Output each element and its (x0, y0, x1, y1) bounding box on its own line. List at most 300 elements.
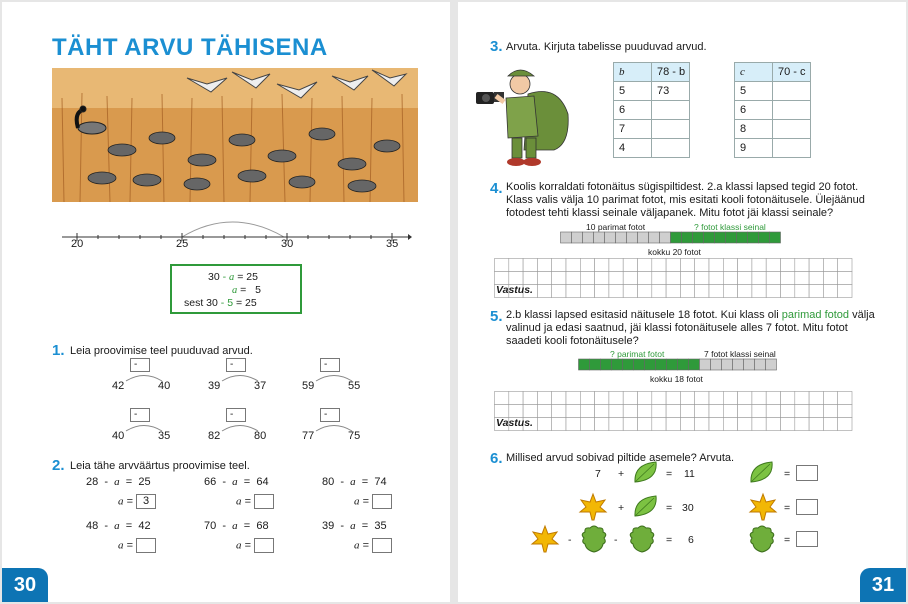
tick-label: 20 (71, 238, 84, 250)
grid-cell[interactable] (652, 405, 666, 418)
tick-label: 30 (281, 238, 294, 250)
bar-label-right: ? fotot klassi seinal (694, 222, 766, 232)
grid-cell[interactable] (509, 259, 523, 272)
bar-cell-best (601, 359, 612, 370)
bar-cell-best (689, 359, 700, 370)
missing-number-box[interactable]: - (320, 408, 340, 422)
bar-cell-best (634, 359, 645, 370)
table-header: 70 - c (773, 63, 811, 82)
grid-cell[interactable] (709, 259, 723, 272)
bar-cell-best (623, 359, 634, 370)
grid-cell[interactable] (695, 405, 709, 418)
grid-cell[interactable] (695, 418, 709, 431)
grid-cell[interactable] (595, 405, 609, 418)
grid-cell[interactable] (666, 405, 680, 418)
grid-cell[interactable] (823, 405, 837, 418)
grid-cell[interactable] (638, 392, 652, 405)
grid-cell[interactable] (738, 405, 752, 418)
geese-illustration (52, 68, 418, 202)
oak-leaf-icon (748, 524, 776, 554)
table-row (614, 139, 690, 158)
answer-box-oak-leaf[interactable] (796, 531, 818, 547)
grid-cell[interactable] (738, 418, 752, 431)
table-b (613, 62, 690, 158)
answer-box[interactable] (254, 538, 274, 553)
missing-number-box[interactable]: - (130, 358, 150, 372)
grid-cell[interactable] (781, 392, 795, 405)
grid-cell[interactable] (552, 392, 566, 405)
grid-cell[interactable] (766, 392, 780, 405)
grid-cell[interactable] (595, 418, 609, 431)
grid-cell[interactable] (680, 418, 694, 431)
yellow-maple-leaf-icon (530, 524, 560, 554)
equals-sign: = (784, 502, 791, 514)
grid-cell[interactable] (495, 405, 509, 418)
grid-cell[interactable] (795, 285, 809, 298)
exercise-instruction: Arvuta. Kirjuta tabelisse puuduvad arvud. (506, 41, 707, 53)
grid-cell[interactable] (795, 259, 809, 272)
bar-cell-best (605, 232, 616, 243)
equation-result: 30 (682, 502, 694, 514)
table-cell-input: 6 (614, 101, 652, 120)
table-header: 78 - b (652, 63, 690, 82)
grid-cell[interactable] (580, 285, 594, 298)
grid-cell[interactable] (723, 259, 737, 272)
grid-cell[interactable] (738, 285, 752, 298)
grid-cell[interactable] (838, 259, 852, 272)
bar-cell-best (638, 232, 649, 243)
bar-cell-wall (722, 359, 733, 370)
grid-cell[interactable] (580, 405, 594, 418)
grid-cell[interactable] (580, 259, 594, 272)
grid-cell[interactable] (723, 272, 737, 285)
grid-cell[interactable] (495, 259, 509, 272)
grid-cell[interactable] (781, 259, 795, 272)
number-line (62, 207, 412, 249)
grid-cell[interactable] (809, 405, 823, 418)
table-cell-answer[interactable] (652, 139, 690, 158)
grid-cell[interactable] (795, 392, 809, 405)
grid-cell[interactable] (609, 405, 623, 418)
exercise-instruction: Leia proovimise teel puuduvad arvud. (70, 345, 253, 357)
grid-cell[interactable] (823, 392, 837, 405)
answer-box[interactable] (372, 538, 392, 553)
grid-cell[interactable] (809, 285, 823, 298)
grid-cell[interactable] (766, 259, 780, 272)
bar-cell-wall (733, 359, 744, 370)
grid-cell[interactable] (652, 272, 666, 285)
minus-sign: - (568, 534, 572, 546)
table-cell-input: 4 (614, 139, 652, 158)
green-leaf-icon (632, 494, 660, 520)
grid-cell[interactable] (823, 285, 837, 298)
example-box (170, 264, 302, 314)
grid-cell[interactable] (552, 285, 566, 298)
table-row (735, 82, 811, 101)
grid-cell[interactable] (566, 285, 580, 298)
bar-label-left: 10 parimat fotot (586, 222, 646, 232)
grid-cell[interactable] (623, 259, 637, 272)
grid-cell[interactable] (695, 272, 709, 285)
table-header: b (614, 63, 652, 82)
grid-cell[interactable] (580, 272, 594, 285)
grid-cell[interactable] (523, 392, 537, 405)
answer-line: a = 3 (118, 494, 156, 509)
equals-sign: = (666, 502, 673, 514)
example-line-1: 30 - a = 25 (208, 271, 258, 283)
grid-cell[interactable] (752, 418, 766, 431)
example-line-3: sest 30 - 5 = 25 (184, 297, 257, 309)
bar-cell-wall (737, 232, 748, 243)
table-cell-answer[interactable] (773, 101, 811, 120)
equation: 66 - a = 64 (204, 476, 269, 488)
grid-cell[interactable] (738, 392, 752, 405)
grid-cell[interactable] (766, 418, 780, 431)
grid-cell[interactable] (838, 392, 852, 405)
grid-cell[interactable] (752, 259, 766, 272)
equation-result: 11 (684, 468, 695, 480)
exercise-instruction: Millised arvud sobivad piltide asemele? Arvuta. (506, 452, 735, 464)
grid-cell[interactable] (495, 392, 509, 405)
grid-cell[interactable] (537, 392, 551, 405)
grid-cell[interactable] (595, 272, 609, 285)
grid-cell[interactable] (695, 392, 709, 405)
grid-cell[interactable] (595, 259, 609, 272)
grid-cell[interactable] (566, 392, 580, 405)
bar-cell-wall (704, 232, 715, 243)
yellow-maple-leaf-icon (578, 492, 608, 522)
grid-cell[interactable] (723, 418, 737, 431)
plus-sign: + (618, 468, 625, 480)
exercise-number: 1. (52, 342, 65, 359)
table-header: c (735, 63, 773, 82)
bar-cell-best (572, 232, 583, 243)
exercise-instruction: Leia tähe arvväärtus proovimise teel. (70, 460, 250, 472)
grid-cell[interactable] (781, 405, 795, 418)
exercise-instruction: Koolis korraldati fotonäitus sügispiltidest. 2.a klassi lapsed tegid 20 fotot. Klass valis välja 10 parimat fotot, mis esitati kooli fotonäitusele. Ülejäänud fotodest tehti klassi seinale väljapanek. Mitu fotot jäi klassi seinale? (506, 181, 865, 219)
grid-cell[interactable] (823, 418, 837, 431)
grid-cell[interactable] (666, 392, 680, 405)
grid-cell[interactable] (623, 418, 637, 431)
grid-cell[interactable] (709, 285, 723, 298)
grid-cell[interactable] (609, 392, 623, 405)
grid-cell[interactable] (752, 272, 766, 285)
end-number: 37 (254, 380, 267, 392)
grid-cell[interactable] (523, 405, 537, 418)
bar-total-label: kokku 20 fotot (648, 247, 701, 257)
grid-cell[interactable] (680, 285, 694, 298)
oak-leaf-icon (580, 524, 608, 554)
answer-box-green-leaf[interactable] (796, 465, 818, 481)
exercise-number: 3. (490, 38, 503, 55)
table-row (735, 120, 811, 139)
missing-number-box[interactable]: - (130, 408, 150, 422)
grid-cell[interactable] (781, 285, 795, 298)
bar-cell-best (594, 232, 605, 243)
grid-cell[interactable] (580, 418, 594, 431)
grid-cell[interactable] (766, 405, 780, 418)
bar-cell-wall (682, 232, 693, 243)
grid-cell[interactable] (666, 285, 680, 298)
bar-cell-best (590, 359, 601, 370)
left-page (2, 2, 450, 602)
bar-cell-wall (693, 232, 704, 243)
grid-cell[interactable] (623, 272, 637, 285)
tick-label: 35 (386, 238, 399, 250)
grid-cell[interactable] (623, 392, 637, 405)
equals-sign: = (666, 468, 673, 480)
bar-cell-wall (770, 232, 781, 243)
answer-box[interactable]: 3 (136, 494, 156, 509)
grid-cell[interactable] (709, 405, 723, 418)
grid-cell[interactable] (666, 418, 680, 431)
bar-cell-best (678, 359, 689, 370)
grid-cell[interactable] (838, 285, 852, 298)
grid-cell[interactable] (523, 272, 537, 285)
grid-cell[interactable] (638, 285, 652, 298)
start-number: 39 (208, 380, 221, 392)
grid-cell[interactable] (509, 405, 523, 418)
grid-cell[interactable] (509, 272, 523, 285)
grid-cell[interactable] (823, 259, 837, 272)
grid-cell[interactable] (738, 259, 752, 272)
grid-cell[interactable] (838, 405, 852, 418)
bar-cell-wall (759, 232, 770, 243)
grid-cell[interactable] (623, 285, 637, 298)
bar-cell-best (645, 359, 656, 370)
table-cell-answer[interactable]: 73 (652, 82, 690, 101)
grid-cell[interactable] (809, 259, 823, 272)
end-number: 55 (348, 380, 361, 392)
table-row (614, 120, 690, 139)
bar-cell-best (649, 232, 660, 243)
grid-cell[interactable] (680, 272, 694, 285)
equation: 70 - a = 68 (204, 520, 269, 532)
grid-cell[interactable] (652, 285, 666, 298)
bar-cell-best (616, 232, 627, 243)
table-cell-answer[interactable] (652, 101, 690, 120)
bar-cell-best (656, 359, 667, 370)
grid-cell[interactable] (723, 285, 737, 298)
grid-cell[interactable] (566, 259, 580, 272)
equation-result: 6 (688, 534, 694, 546)
table-cell-answer[interactable] (773, 120, 811, 139)
grid-cell[interactable] (537, 272, 551, 285)
bar-cell-wall (755, 359, 766, 370)
grid-cell[interactable] (495, 272, 509, 285)
grid-cell[interactable] (566, 405, 580, 418)
grid-cell[interactable] (766, 272, 780, 285)
answer-line: a = (236, 494, 274, 509)
answer-box[interactable] (136, 538, 156, 553)
answer-label: Vastus. (496, 417, 533, 429)
grid-cell[interactable] (595, 285, 609, 298)
exercise-number: 6. (490, 450, 503, 467)
bar-cell-wall (766, 359, 777, 370)
grid-cell[interactable] (709, 272, 723, 285)
tick-label: 25 (176, 238, 189, 250)
oak-leaf-icon (628, 524, 656, 554)
equals-sign: = (784, 534, 791, 546)
plus-sign: + (618, 502, 625, 514)
grid-cell[interactable] (523, 259, 537, 272)
bar-total-label: kokku 18 fotot (650, 374, 703, 384)
grid-cell[interactable] (609, 272, 623, 285)
table-cell-input: 9 (735, 139, 773, 158)
bar-cell-wall (700, 359, 711, 370)
answer-box[interactable] (254, 494, 274, 509)
bar-cell-wall (711, 359, 722, 370)
table-c (734, 62, 811, 158)
end-number: 80 (254, 430, 267, 442)
grid-cell[interactable] (752, 285, 766, 298)
grid-cell[interactable] (666, 272, 680, 285)
grid-cell[interactable] (666, 259, 680, 272)
grid-cell[interactable] (537, 259, 551, 272)
photo-bar-4 (560, 231, 788, 245)
grid-cell[interactable] (795, 272, 809, 285)
grid-cell[interactable] (552, 418, 566, 431)
answer-grid-5[interactable] (494, 391, 854, 431)
grid-cell[interactable] (595, 392, 609, 405)
equation-number: 7 (595, 468, 601, 480)
grid-cell[interactable] (652, 418, 666, 431)
table-row (614, 101, 690, 120)
bar-cell-wall (748, 232, 759, 243)
table-cell-input: 7 (614, 120, 652, 139)
grid-cell[interactable] (680, 392, 694, 405)
grid-cell[interactable] (838, 272, 852, 285)
table-cell-answer[interactable] (773, 139, 811, 158)
grid-cell[interactable] (738, 272, 752, 285)
grid-cell[interactable] (838, 418, 852, 431)
grid-cell[interactable] (537, 418, 551, 431)
grid-cell[interactable] (809, 392, 823, 405)
answer-line: a = (118, 538, 156, 553)
green-leaf-icon (632, 460, 660, 486)
exercise-number: 5. (490, 308, 503, 325)
grid-cell[interactable] (509, 392, 523, 405)
bar-cell-wall (671, 232, 682, 243)
bar-cell-best (627, 232, 638, 243)
grid-cell[interactable] (652, 259, 666, 272)
grid-cell[interactable] (623, 405, 637, 418)
table-cell-input: 5 (735, 82, 773, 101)
answer-box-maple-leaf[interactable] (796, 499, 818, 515)
bar-cell-best (561, 232, 572, 243)
bar-cell-best (583, 232, 594, 243)
grid-cell[interactable] (795, 418, 809, 431)
grid-cell[interactable] (680, 405, 694, 418)
minus-sign: - (614, 534, 618, 546)
table-cell-answer[interactable] (773, 82, 811, 101)
bar-cell-wall (744, 359, 755, 370)
table-row (735, 101, 811, 120)
grid-cell[interactable] (795, 405, 809, 418)
bar-cell-wall (726, 232, 737, 243)
grid-cell[interactable] (766, 285, 780, 298)
exercise-number: 4. (490, 180, 503, 197)
grid-cell[interactable] (609, 259, 623, 272)
bar-label-right: 7 fotot klassi seinal (704, 349, 776, 359)
grid-cell[interactable] (537, 285, 551, 298)
grid-cell[interactable] (781, 272, 795, 285)
grid-cell[interactable] (609, 285, 623, 298)
photographer-illustration (476, 64, 572, 170)
start-number: 42 (112, 380, 125, 392)
bar-cell-best (660, 232, 671, 243)
grid-cell[interactable] (823, 272, 837, 285)
start-number: 82 (208, 430, 221, 442)
grid-cell[interactable] (552, 259, 566, 272)
equation: 39 - a = 35 (322, 520, 387, 532)
equation: 28 - a = 25 (86, 476, 151, 488)
grid-cell[interactable] (652, 392, 666, 405)
grid-cell[interactable] (638, 418, 652, 431)
grid-cell[interactable] (638, 405, 652, 418)
grid-cell[interactable] (609, 418, 623, 431)
grid-cell[interactable] (638, 272, 652, 285)
page-number: 30 (2, 568, 48, 602)
grid-cell[interactable] (809, 272, 823, 285)
start-number: 59 (302, 380, 315, 392)
answer-label: Vastus. (496, 284, 533, 296)
grid-cell[interactable] (781, 418, 795, 431)
missing-number-box[interactable]: - (226, 408, 246, 422)
missing-number-box[interactable]: - (320, 358, 340, 372)
equals-sign: = (784, 468, 791, 480)
table-row (735, 139, 811, 158)
equation: 48 - a = 42 (86, 520, 151, 532)
grid-cell[interactable] (723, 405, 737, 418)
grid-cell[interactable] (638, 259, 652, 272)
end-number: 35 (158, 430, 171, 442)
table-cell-input: 5 (614, 82, 652, 101)
green-leaf-icon (748, 460, 776, 486)
grid-cell[interactable] (723, 392, 737, 405)
photo-bar-5 (578, 358, 784, 372)
bar-cell-best (612, 359, 623, 370)
answer-grid-4[interactable] (494, 258, 854, 298)
example-line-2: a = 5 (232, 284, 261, 296)
answer-line: a = (236, 538, 274, 553)
exercise-instruction: 2.b klassi lapsed esitasid näitusele 18 fotot. Kui klass oli parimad fotod välja valinud ja edasi saatnud, jäi klassi fotonäitusele alles 7 fotot. Mitu fotot saadeti kooli fotonäitusele? (506, 309, 875, 347)
table-cell-answer[interactable] (652, 120, 690, 139)
grid-cell[interactable] (709, 418, 723, 431)
answer-line: a = (354, 538, 392, 553)
grid-cell[interactable] (680, 259, 694, 272)
answer-line: a = (354, 494, 392, 509)
grid-cell[interactable] (809, 418, 823, 431)
grid-cell[interactable] (695, 285, 709, 298)
grid-cell[interactable] (566, 272, 580, 285)
table-cell-input: 6 (735, 101, 773, 120)
page-title: TÄHT ARVU TÄHISENA (52, 34, 328, 61)
grid-cell[interactable] (752, 405, 766, 418)
grid-cell[interactable] (537, 405, 551, 418)
grid-cell[interactable] (552, 272, 566, 285)
grid-cell[interactable] (580, 392, 594, 405)
end-number: 75 (348, 430, 361, 442)
bar-cell-wall (715, 232, 726, 243)
grid-cell[interactable] (695, 259, 709, 272)
grid-cell[interactable] (566, 418, 580, 431)
answer-box[interactable] (372, 494, 392, 509)
grid-cell[interactable] (552, 405, 566, 418)
grid-cell[interactable] (709, 392, 723, 405)
missing-number-box[interactable]: - (226, 358, 246, 372)
grid-cell[interactable] (752, 392, 766, 405)
